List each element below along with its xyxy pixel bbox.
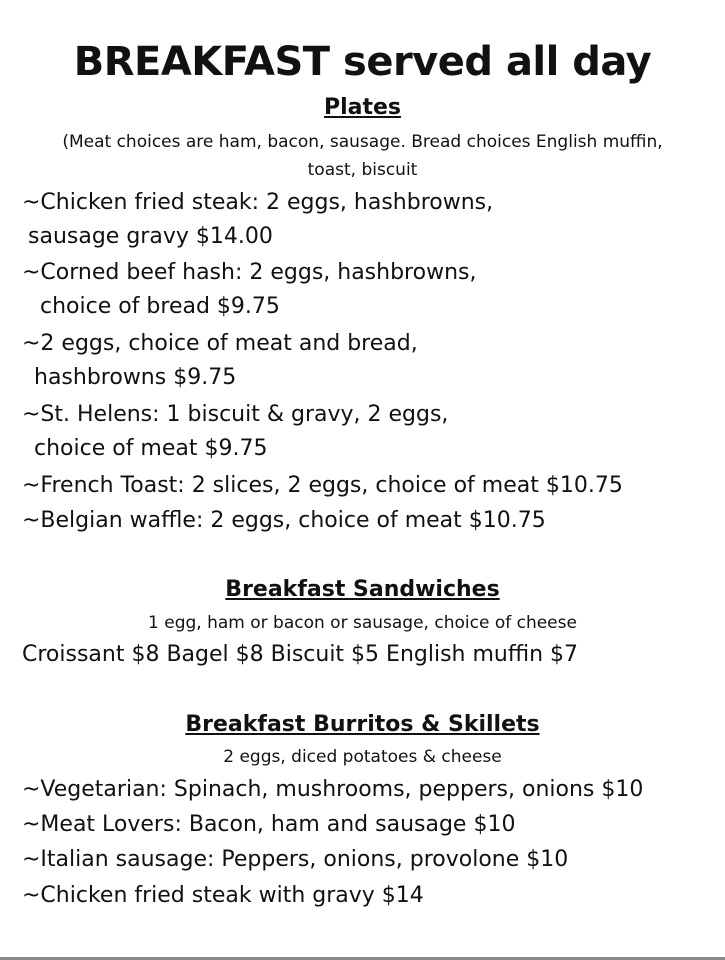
- burrito-item-vegetarian: ~Vegetarian: Spinach, mushrooms, peppers, onions $10: [22, 777, 644, 802]
- plate-item-line: choice of bread $9.75: [40, 294, 280, 319]
- sandwiches-heading: Breakfast Sandwiches: [225, 577, 500, 602]
- plate-item-corned-beef-hash: [22, 256, 476, 324]
- plate-item-line: ~2 eggs, choice of meat and bread,: [22, 331, 418, 356]
- plate-item-line: ~French Toast: 2 slices, 2 eggs, choice of meat $10.75: [22, 473, 623, 498]
- burrito-item-chicken-fried-steak: ~Chicken fried steak with gravy $14: [22, 883, 424, 908]
- burritos-note: 2 eggs, diced potatoes & cheese: [223, 747, 502, 767]
- burrito-item-meat-lovers: ~Meat Lovers: Bacon, ham and sausage $10: [22, 812, 516, 837]
- plate-item-line: sausage gravy $14.00: [28, 224, 273, 249]
- menu-title: BREAKFAST served all day: [73, 39, 652, 85]
- plate-item-line: ~St. Helens: 1 biscuit & gravy, 2 eggs,: [22, 402, 449, 427]
- plate-item-st-helens: [22, 398, 448, 466]
- plate-item-line: ~Corned beef hash: 2 eggs, hashbrowns,: [22, 260, 477, 285]
- plate-item-french-toast: [22, 469, 623, 503]
- plate-item-line: ~Chicken fried steak: 2 eggs, hashbrowns,: [22, 190, 494, 215]
- plate-item-line: hashbrowns $9.75: [34, 365, 237, 390]
- plates-note-line2: toast, biscuit: [307, 160, 418, 180]
- plate-item-chicken-fried-steak: [22, 186, 493, 254]
- plates-note-line1: (Meat choices are ham, bacon, sausage. Bread choices English muffin,: [62, 132, 663, 152]
- plate-item-belgian-waffle: [22, 504, 546, 538]
- plate-item-two-eggs: [22, 327, 418, 395]
- plates-heading: Plates: [323, 95, 402, 120]
- plate-item-line: ~Belgian waffle: 2 eggs, choice of meat $10.75: [22, 508, 546, 533]
- sandwiches-note: 1 egg, ham or bacon or sausage, choice of cheese: [148, 613, 577, 633]
- plate-item-line: choice of meat $9.75: [34, 436, 268, 461]
- burrito-item-italian-sausage: ~Italian sausage: Peppers, onions, provolone $10: [22, 847, 569, 872]
- sandwiches-prices: Croissant $8 Bagel $8 Biscuit $5 English muffin $7: [22, 642, 579, 667]
- burritos-heading: Breakfast Burritos & Skillets: [185, 712, 540, 737]
